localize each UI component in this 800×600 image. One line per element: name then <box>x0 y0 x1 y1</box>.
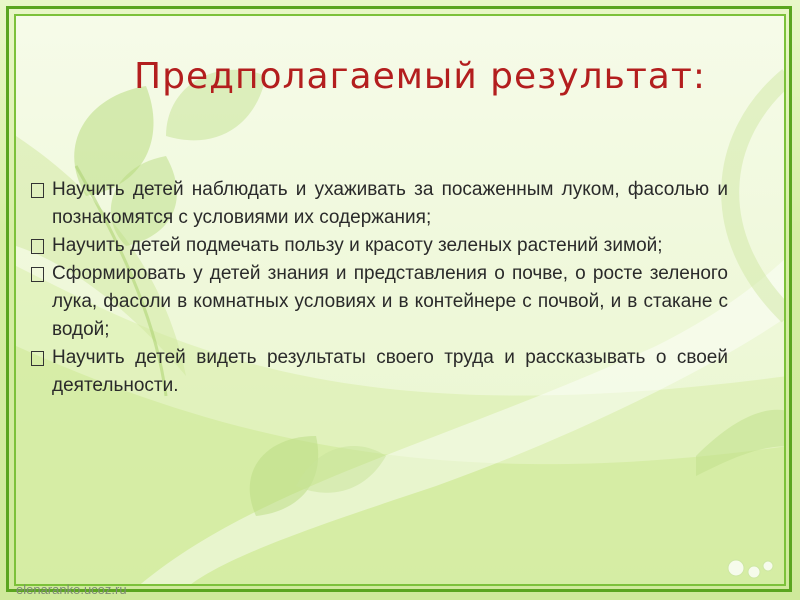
slide-title: Предполагаемый результат: <box>134 56 706 97</box>
bullet-box-icon <box>28 232 46 260</box>
list-item <box>24 260 728 344</box>
watermark-text: elenaranko.ucoz.ru <box>16 582 127 597</box>
list-item <box>24 344 728 400</box>
bullet-box-icon <box>28 176 46 204</box>
list-item <box>24 232 728 260</box>
list-item-text: Научить детей подмечать пользу и красоту зеленых растений зимой; <box>52 235 663 256</box>
bullet-box-icon <box>28 260 46 288</box>
bullet-box-icon <box>28 344 46 372</box>
list-item-text: Сформировать у детей знания и представления о почве, о росте зеленого лука, фасоли в комнатных условиях и в контейнере с почвой, и в стакане с водой; <box>52 263 728 340</box>
result-list <box>24 176 728 400</box>
bubbles-decoration <box>722 554 782 584</box>
list-item-text: Научить детей видеть результаты своего труда и рассказывать о своей деятельности. <box>52 347 728 396</box>
list-item <box>24 176 728 232</box>
list-item-text: Научить детей наблюдать и ухаживать за посаженным луком, фасолью и познакомятся с условиями их содержания; <box>52 179 728 228</box>
